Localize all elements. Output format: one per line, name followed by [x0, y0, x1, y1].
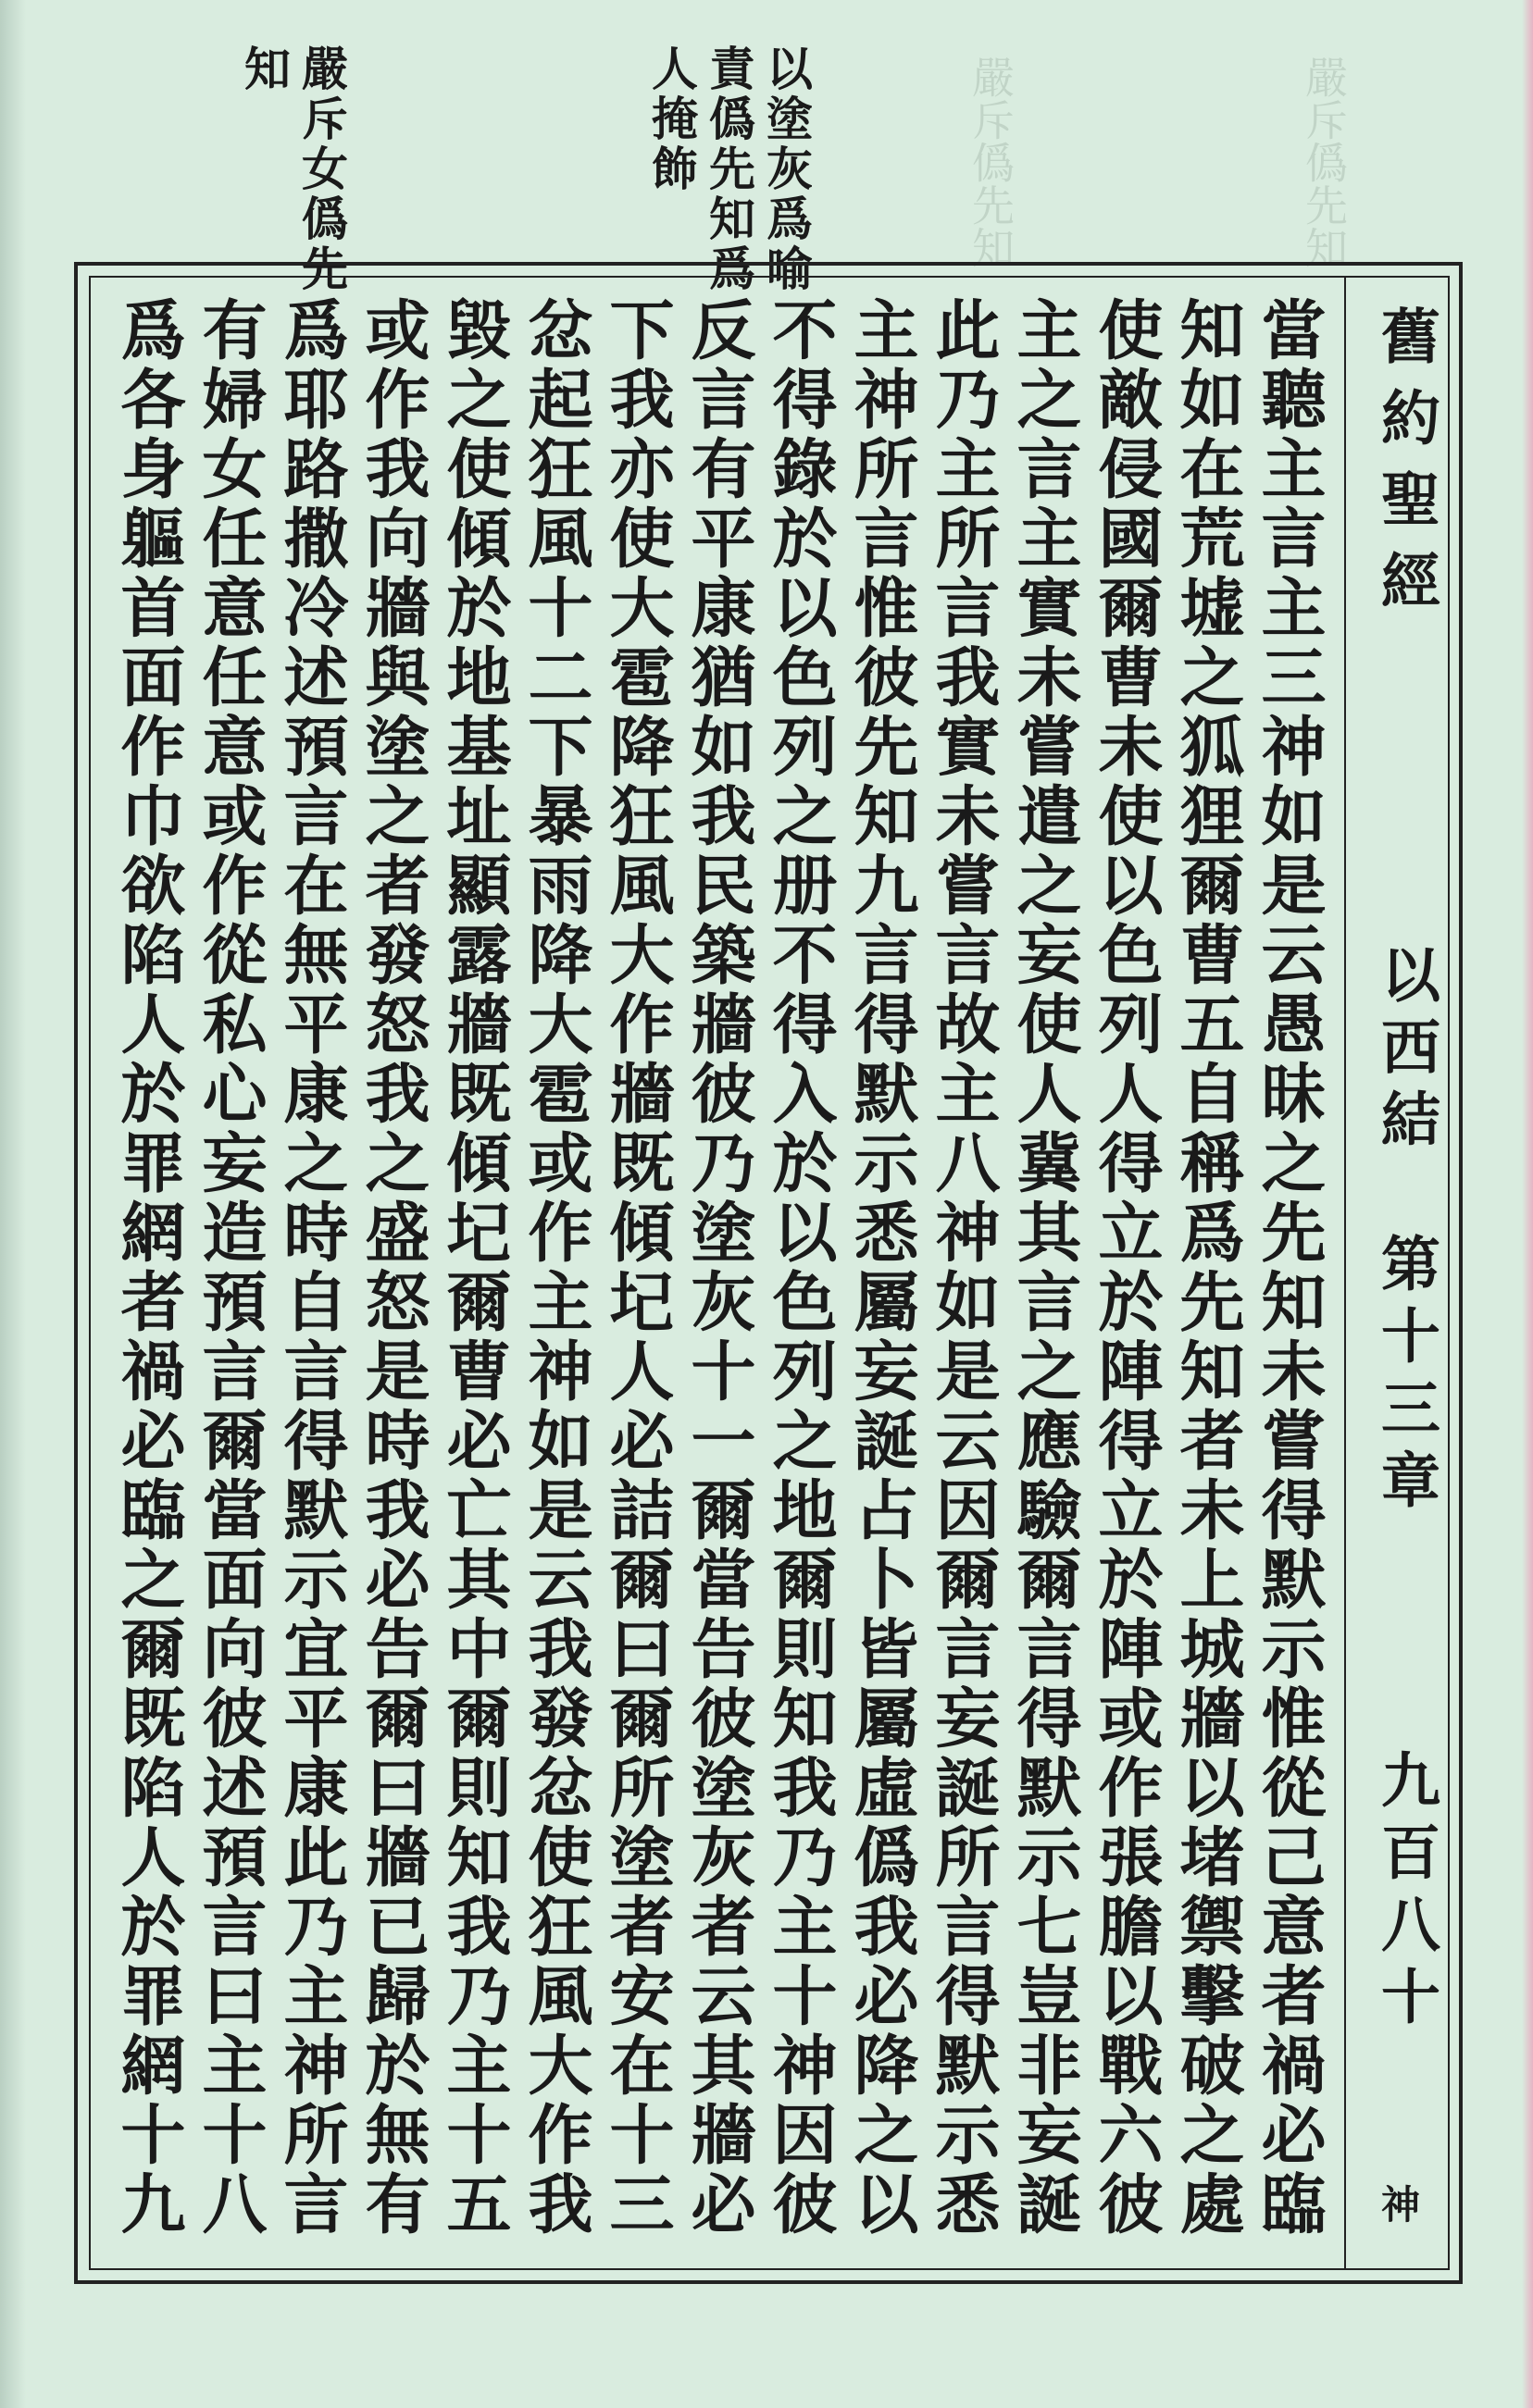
text-column: 知如在荒墟之狐狸爾曹五自稱爲先知者未上城牆以堵禦擊破之處	[1169, 296, 1246, 2240]
text-column: 當聽主言主三神如是云愚昧之先知未嘗得默示惟從己意者禍必臨	[1251, 296, 1327, 2240]
page-header-column	[1353, 305, 1442, 2249]
text-column: 忿起狂風十二下暴雨降大雹或作主神如是云我發忿使狂風大作我	[517, 296, 594, 2240]
text-column: 此乃主所言我實未嘗言故主八神如是云因爾言妄誕所言得默示悉	[925, 296, 1002, 2240]
text-column: 使敵侵國爾曹未使以色列人得立於陣得立於陣或作張膽以戰六彼	[1088, 296, 1165, 2240]
page-edge	[1522, 0, 1533, 2408]
text-column: 毀之使傾於地基址顯露牆既傾圮爾曹必亡其中爾則知我乃主十五	[436, 296, 513, 2240]
chapter-title: 以西結 第十三章	[1371, 944, 1440, 1521]
page-number: 九百八十	[1371, 1749, 1440, 2038]
bleed-through-text: 嚴斥僞先知	[1299, 56, 1349, 268]
text-column: 爲耶路撒冷述預言在無平康之時自言得默示宜平康此乃主神所言	[273, 296, 350, 2240]
book-title: 舊約聖經	[1371, 305, 1440, 631]
text-column: 不得錄於以色列之册不得入於以色列之地爾則知我乃主十神因彼	[762, 296, 839, 2240]
text-column: 主之言主實未嘗遣之妄使人冀其言之應驗爾言得默示七豈非妄誕	[1006, 296, 1083, 2240]
page-gutter	[0, 0, 26, 2408]
text-column: 主神所言惟彼先知九言得默示悉屬妄誕占卜皆屬虛僞我必降之以	[843, 296, 920, 2240]
margin-note: 知	[237, 44, 292, 94]
text-column: 爲各身軀首面作巾欲陷人於罪網者禍必臨之爾既陷人於罪網十九	[110, 296, 187, 2240]
running-head: 神	[1376, 2184, 1421, 2223]
margin-note: 責僞先知爲	[702, 44, 756, 294]
text-column: 下我亦使大雹降狂風大作牆既傾圮人必詰爾曰爾所塗者安在十三	[599, 296, 676, 2240]
text-column: 或作我向牆與塗之者發怒我之盛怒是時我必告爾曰牆已歸於無有	[355, 296, 431, 2240]
margin-note: 人掩飾	[644, 44, 699, 194]
margin-note: 以塗灰爲喻	[759, 44, 814, 294]
header-divider	[1344, 276, 1346, 2270]
bleed-through-text: 嚴斥僞先知	[966, 56, 1016, 268]
text-column: 有婦女任意任意或作從私心妄造預言爾當面向彼述預言曰主十八	[192, 296, 268, 2240]
scripture-text	[109, 296, 1331, 2258]
text-column: 反言有平康猶如我民築牆彼乃塗灰十一爾當告彼塗灰者云其牆必	[680, 296, 757, 2240]
margin-note: 嚴斥女僞先	[294, 44, 349, 294]
